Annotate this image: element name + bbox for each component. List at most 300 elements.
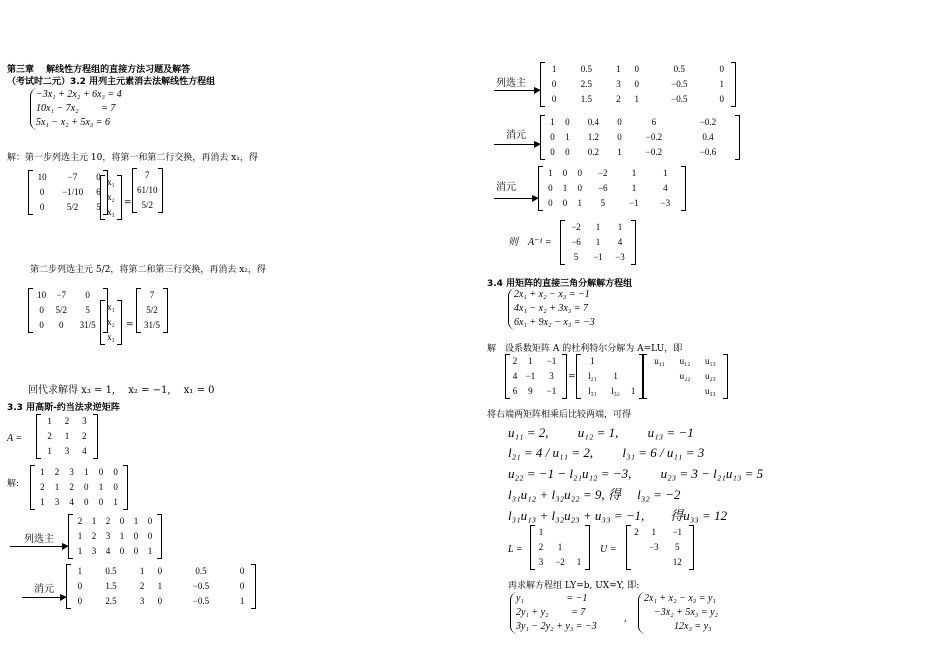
- matrix-row: [581, 384, 639, 399]
- matrix-cell: 0: [84, 497, 89, 507]
- matrix-cell: u₁₃: [704, 356, 716, 366]
- matrix-row: [41, 414, 93, 429]
- matrix-cell: −1/10: [62, 187, 84, 197]
- matrix-cell: l₂₁: [588, 371, 597, 381]
- L-label: L =: [508, 544, 523, 555]
- op-pivot-label-2: 列选主: [496, 78, 526, 89]
- matrix-cell: [631, 540, 642, 555]
- matrix-cell: −1: [525, 371, 536, 381]
- equation-line: 6x₁ + 9x₂ − x₃ = −3: [514, 317, 595, 328]
- matrix-cell: u₂₂: [679, 371, 691, 381]
- matrix-cell: 0: [77, 596, 83, 606]
- matrix-cell: 1: [617, 222, 623, 232]
- equation-system-2: [508, 288, 595, 330]
- op-eliminate-label-3: 消元: [496, 182, 516, 193]
- matrix-cell: [627, 354, 639, 369]
- matrix-row: [105, 330, 117, 345]
- matrix-cell: 0: [147, 516, 153, 526]
- matrix-cell: l₃₂: [611, 386, 620, 396]
- matrix-row: [141, 288, 163, 303]
- matrix-cell: 1.5: [105, 581, 117, 591]
- matrix-cell: −3: [660, 198, 671, 208]
- equation-system-X: [638, 592, 718, 634]
- matrix-row: [41, 429, 93, 444]
- matrix-cell: [647, 369, 672, 384]
- matrix-cell: 0.2: [587, 147, 600, 157]
- matrix-cell: [631, 555, 642, 570]
- matrix-row: [105, 300, 117, 315]
- matrix-cell: 1: [84, 467, 89, 477]
- equation-line: 10x₁ − 7x₂ = 7: [36, 103, 116, 114]
- matrix-cell: x₂: [107, 192, 115, 202]
- matrix-cell: −7: [56, 290, 67, 300]
- matrix-cell: 1: [557, 542, 563, 552]
- matrix-L: [530, 525, 590, 570]
- matrix-cell: −0.2: [645, 132, 663, 142]
- matrix-cell: 5/2: [66, 202, 79, 212]
- matrix-row: [545, 115, 735, 130]
- section-3-2-title: （考试时二元）3.2 用列主元素消去法解线性方程组: [7, 77, 216, 87]
- matrix-U: [626, 525, 694, 570]
- matrix-cell: 0: [119, 546, 125, 556]
- matrix-cell: −0.5: [192, 596, 210, 606]
- matrix-row: [647, 384, 723, 399]
- matrix-cell: 1: [77, 546, 83, 556]
- matrix-row: [73, 544, 157, 559]
- matrix-row: [33, 303, 103, 318]
- matrix-cell: 0.4: [587, 117, 600, 127]
- matrix-cell: 0: [85, 290, 90, 300]
- matrix-cell: 1: [551, 64, 557, 74]
- matrix-row: [105, 175, 117, 190]
- matrix-L-symbolic: [576, 354, 644, 399]
- matrix-cell: 0: [39, 305, 44, 315]
- matrix-cell: [647, 384, 672, 399]
- matrix-cell: 1: [634, 94, 640, 104]
- matrix-cell: 4: [82, 446, 87, 456]
- matrix-cell: 1.2: [587, 132, 600, 142]
- matrix-A: [36, 414, 98, 459]
- matrix-cell: 0: [39, 320, 44, 330]
- matrix-row: [647, 369, 723, 384]
- matrix-cell: 0: [562, 198, 568, 208]
- matrix-cell: 1: [54, 482, 60, 492]
- lu-intro-text: 解 设系数矩阵 A 的杜利特尔分解为 A=LU，即: [487, 344, 683, 354]
- matrix-row: [543, 181, 681, 196]
- matrix-cell: 5: [85, 305, 90, 315]
- matrix-cell: 3: [82, 416, 87, 426]
- matrix-cell: 1: [538, 527, 544, 537]
- matrix-row: [141, 318, 163, 333]
- matrix-cell: 2: [616, 94, 621, 104]
- matrix-cell: 1: [590, 356, 595, 366]
- inverse-label: 则 A⁻¹ =: [508, 237, 552, 248]
- matrix-cell: u₃₃: [704, 386, 716, 396]
- matrix-cell: [642, 555, 665, 570]
- matrix-cell: u₂₃: [704, 371, 716, 381]
- matrix-cell: x₁: [107, 302, 115, 312]
- matrix-row: [33, 288, 103, 303]
- right-arrow-icon: [494, 144, 540, 145]
- matrix-cell: 2: [91, 531, 97, 541]
- matrix-cell: 1: [40, 497, 45, 507]
- matrix-cell: [573, 540, 585, 555]
- matrix-cell: 3: [549, 371, 554, 381]
- matrix-cell: 1: [147, 546, 153, 556]
- matrix-cell: x₂: [107, 317, 115, 327]
- matrix-cell: 0: [562, 168, 568, 178]
- matrix-cell: 5: [573, 252, 579, 262]
- matrix-cell: 0.5: [580, 64, 592, 74]
- matrix-cell: 0: [548, 183, 553, 193]
- matrix-cell: 0: [551, 79, 557, 89]
- matrix-cell: 2: [512, 356, 518, 366]
- matrix-cell: 0.5: [195, 566, 207, 576]
- matrix-cell: 1: [663, 168, 668, 178]
- equals-sign: =: [126, 320, 134, 330]
- equation-line: −3x₂ + 5x₃ = y₂: [644, 607, 718, 618]
- matrix-row: [565, 235, 631, 250]
- U-label: U =: [600, 544, 617, 555]
- section-3-3-title: 3.3 用高斯-约当法求逆矩阵: [7, 403, 120, 413]
- matrix-row: [33, 200, 103, 215]
- matrix-cell: 4: [69, 497, 74, 507]
- matrix-cell: 4: [105, 546, 111, 556]
- matrix-cell: 1: [577, 198, 582, 208]
- x-vector-1: [100, 175, 122, 220]
- matrix-cell: 2: [105, 516, 111, 526]
- matrix-cell: −1: [593, 252, 603, 262]
- matrix-step1: [28, 170, 108, 215]
- matrix-cell: 3: [616, 79, 621, 89]
- matrix-row: [71, 594, 251, 609]
- matrix-cell: 0: [551, 94, 557, 104]
- matrix-row: [581, 354, 639, 369]
- matrix-cell: 0: [617, 132, 622, 142]
- augmented-matrix-0: [30, 465, 128, 510]
- matrix-row: [35, 465, 123, 480]
- matrix-cell: −0.5: [192, 581, 210, 591]
- matrix-step2: [28, 288, 108, 333]
- matrix-cell: 0: [157, 566, 163, 576]
- matrix-cell: u₁₂: [679, 356, 691, 366]
- matrix-cell: 3: [54, 497, 60, 507]
- matrix-cell: 2: [82, 431, 87, 441]
- matrix-cell: 6: [96, 187, 101, 197]
- matrix-cell: 2: [538, 542, 544, 552]
- chapter-title: 第三章 解线性方程组的直接方法习题及解答: [7, 65, 191, 75]
- matrix-row: [631, 525, 689, 540]
- matrix-cell: 0: [719, 64, 725, 74]
- matrix-cell: −3: [648, 542, 659, 552]
- matrix-row: [543, 166, 681, 181]
- matrix-cell: [672, 384, 697, 399]
- matrix-cell: 2.5: [580, 79, 592, 89]
- matrix-cell: 1: [562, 183, 568, 193]
- op-eliminate-label-2: 消元: [506, 130, 526, 141]
- matrix-cell: 0: [719, 94, 725, 104]
- matrix-cell: 0: [548, 198, 553, 208]
- matrix-row: [631, 555, 689, 570]
- matrix-row: [535, 540, 585, 555]
- matrix-row: [545, 77, 731, 92]
- back-substitution: 回代求解得 x₃ = 1, x₂ = −1, x₁ = 0: [28, 385, 215, 396]
- matrix-cell: 1: [77, 566, 83, 576]
- matrix-cell: 1: [631, 168, 637, 178]
- matrix-cell: 2: [64, 416, 70, 426]
- matrix-cell: 1: [565, 132, 570, 142]
- equation-line: 2x₁ + x₂ − x₃ = y₁: [644, 593, 716, 604]
- matrix-cell: 1: [77, 531, 83, 541]
- matrix-cell: 0: [239, 581, 245, 591]
- step2-text: 第二步列选主元 5/2，将第二和第三行交换，再消去 x₂，得: [30, 265, 266, 275]
- matrix-cell: 0: [113, 467, 118, 477]
- matrix-A-inverse: [560, 220, 636, 265]
- matrix-cell: 3: [538, 557, 544, 567]
- matrix-cell: 0: [550, 132, 555, 142]
- matrix-cell: 1: [613, 371, 618, 381]
- matrix-cell: 1: [576, 557, 582, 567]
- matrix-cell: 31/5: [79, 320, 96, 330]
- equation-line: 12x₃ = y₃: [644, 621, 712, 632]
- matrix-coefficients: [505, 354, 567, 399]
- matrix-row: [137, 198, 158, 213]
- matrix-row: [565, 250, 631, 265]
- augmented-matrix-1: [68, 514, 162, 559]
- matrix-row: [631, 540, 689, 555]
- matrix-cell: −1: [629, 198, 639, 208]
- matrix-row: [543, 196, 681, 211]
- matrix-U-symbolic: [642, 354, 728, 399]
- matrix-cell: −0.6: [699, 147, 717, 157]
- matrix-cell: 1: [98, 482, 104, 492]
- matrix-cell: 0: [39, 187, 45, 197]
- matrix-cell: 3: [91, 546, 97, 556]
- matrix-row: [71, 564, 251, 579]
- step1-text: 解：第一步列选主元 10，将第一和第二行交换，再消去 x₁，得: [7, 153, 258, 163]
- matrix-cell: 2: [139, 581, 145, 591]
- matrix-row: [73, 514, 157, 529]
- matrix-cell: 0: [84, 482, 89, 492]
- matrix-cell: 0: [147, 531, 153, 541]
- matrix-cell: [547, 525, 573, 540]
- op-eliminate-label: 消元: [34, 584, 54, 595]
- b-vector-2: [136, 288, 168, 333]
- matrix-cell: −0.5: [671, 79, 688, 89]
- matrix-cell: 1: [528, 356, 533, 366]
- matrix-cell: −7: [67, 172, 78, 182]
- matrix-cell: 2: [40, 482, 45, 492]
- matrix-cell: 0: [133, 546, 139, 556]
- matrix-cell: 5: [600, 198, 605, 208]
- equation-line: 4x₁ − x₂ + 3x₃ = 7: [514, 303, 588, 314]
- matrix-row: [41, 444, 93, 459]
- matrix-row: [581, 369, 639, 384]
- matrix-cell: 0.5: [673, 64, 685, 74]
- equation-line: 5x₁ − x₂ + 5x₃ = 6: [36, 117, 110, 128]
- matrix-cell: 0: [634, 64, 640, 74]
- matrix-cell: 2: [54, 467, 60, 477]
- matrix-cell: 1: [133, 516, 139, 526]
- matrix-cell: 1: [631, 183, 637, 193]
- matrix-cell: 1: [119, 531, 125, 541]
- matrix-row: [33, 185, 103, 200]
- matrix-cell: −1: [546, 386, 557, 396]
- equation-line: 2y₁ + y₂ = 7: [516, 607, 586, 618]
- matrix-cell: l₃₁: [588, 386, 597, 396]
- result-line-5: l₃₁u₁₃ + l₃₂u₂₃ + u₃₃ = −1, 得u₃₃ = 12: [508, 508, 728, 523]
- matrix-cell: 1: [548, 168, 553, 178]
- matrix-cell: 6: [651, 117, 657, 127]
- matrix-cell: 1: [719, 79, 725, 89]
- matrix-cell: 10: [37, 290, 47, 300]
- matrix-cell: −0.2: [699, 117, 717, 127]
- matrix-cell: [573, 525, 585, 540]
- equation-line: 3y₁ − 2y₂ + y₃ = −3: [516, 621, 597, 632]
- equation-system-Y: [510, 592, 597, 634]
- matrix-cell: 0: [133, 531, 139, 541]
- matrix-row: [535, 555, 585, 570]
- equation-line: y₁ = −1: [516, 593, 588, 604]
- matrix-cell: 2: [47, 431, 52, 441]
- equation-line: 2x₁ + x₂ − x₃ = −1: [514, 289, 590, 300]
- matrix-cell: 5/2: [146, 305, 158, 315]
- b-vector-1: [132, 168, 163, 213]
- matrix-row: [545, 62, 731, 77]
- matrix-cell: 1: [617, 147, 622, 157]
- matrix-cell: 0: [119, 516, 125, 526]
- matrix-row: [33, 170, 103, 185]
- matrix-cell: 1: [40, 467, 45, 477]
- matrix-cell: 0: [98, 497, 104, 507]
- matrix-row: [35, 480, 123, 495]
- equation-system-1: [30, 88, 122, 130]
- matrix-row: [545, 92, 731, 107]
- A-label: A =: [7, 433, 23, 444]
- section-3-4-title: 3.4 用矩阵的直接三角分解解方程组: [487, 279, 633, 289]
- matrix-cell: 3: [105, 531, 111, 541]
- matrix-row: [73, 529, 157, 544]
- matrix-row: [105, 205, 117, 220]
- matrix-row: [35, 495, 123, 510]
- matrix-cell: 0: [96, 172, 101, 182]
- matrix-cell: 1: [113, 497, 118, 507]
- matrix-row: [137, 168, 158, 183]
- comma-separator: ,: [624, 614, 627, 624]
- matrix-row: [647, 354, 723, 369]
- matrix-cell: 3: [69, 467, 74, 477]
- matrix-row: [510, 384, 562, 399]
- matrix-cell: 2: [69, 482, 74, 492]
- right-arrow-icon: [494, 90, 540, 91]
- matrix-cell: u₁₁: [654, 356, 666, 366]
- matrix-cell: 9: [528, 386, 533, 396]
- matrix-cell: 1.5: [580, 94, 592, 104]
- matrix-row: [137, 183, 158, 198]
- matrix-cell: 1: [550, 117, 555, 127]
- matrix-row: [141, 303, 163, 318]
- matrix-cell: 5/2: [141, 200, 154, 210]
- matrix-cell: 31/5: [143, 320, 160, 330]
- result-line-1: u₁₁ = 2, u₁₂ = 1, u₁₃ = −1: [508, 425, 694, 440]
- matrix-cell: −6: [597, 183, 608, 193]
- matrix-cell: 4: [512, 371, 518, 381]
- matrix-row: [33, 318, 103, 333]
- equals-sign: =: [568, 372, 576, 382]
- matrix-cell: x₃: [107, 207, 115, 217]
- matrix-cell: −2: [571, 222, 581, 232]
- right-arrow-icon: [494, 198, 538, 199]
- result-line-2: l₂₁ = 4 / u₁₁ = 2, l₃₁ = 6 / u₁₁ = 3: [508, 445, 705, 460]
- matrix-cell: 0: [565, 117, 570, 127]
- matrix-cell: 7: [145, 170, 150, 180]
- matrix-row: [565, 220, 631, 235]
- matrix-cell: −2: [597, 168, 608, 178]
- augmented-matrix-2: [66, 564, 256, 609]
- matrix-cell: 2.5: [105, 596, 117, 606]
- matrix-cell: 2: [634, 527, 639, 537]
- augmented-matrix-4: [540, 115, 740, 160]
- matrix-cell: 0: [577, 168, 582, 178]
- matrix-cell: [604, 354, 627, 369]
- matrix-cell: 0: [98, 467, 104, 477]
- matrix-cell: −0.5: [671, 94, 688, 104]
- matrix-cell: 7: [149, 290, 155, 300]
- matrix-row: [71, 579, 251, 594]
- matrix-cell: 3: [139, 596, 145, 606]
- equals-sign: =: [124, 198, 132, 208]
- matrix-row: [105, 190, 117, 205]
- matrix-cell: 1: [91, 516, 97, 526]
- matrix-cell: 1: [239, 596, 245, 606]
- matrix-cell: −2: [555, 557, 565, 567]
- result-line-4: l₃₁u₁₂ + l₃₂u₂₂ = 9, 得 l₃₂ = −2: [508, 487, 681, 502]
- matrix-cell: −3: [615, 252, 625, 262]
- matrix-cell: 1: [651, 527, 657, 537]
- matrix-cell: 0: [157, 596, 163, 606]
- matrix-cell: 1: [595, 237, 601, 247]
- matrix-cell: 61/10: [137, 185, 158, 195]
- op-pivot-label: 列选主: [24, 534, 54, 545]
- augmented-matrix-5: [538, 166, 686, 211]
- solve-text: 再求解方程组 LY=b, UX=Y, 即:: [508, 581, 640, 591]
- matrix-cell: 1: [47, 416, 52, 426]
- matrix-cell: −6: [571, 237, 581, 247]
- matrix-cell: 4: [617, 237, 623, 247]
- matrix-cell: 10: [37, 172, 47, 182]
- result-line-3: u₂₂ = −1 − l₂₁u₁₂ = −3, u₂₃ = 3 − l₂₁u₁₃ = 5: [508, 466, 764, 481]
- matrix-cell: 1: [157, 581, 163, 591]
- right-arrow-icon: [10, 546, 68, 547]
- matrix-cell: 0: [565, 147, 570, 157]
- matrix-row: [545, 130, 735, 145]
- matrix-cell: 4: [663, 183, 668, 193]
- matrix-cell: −1: [672, 527, 683, 537]
- matrix-cell: 5: [675, 542, 680, 552]
- matrix-cell: −1: [546, 356, 557, 366]
- matrix-cell: 0: [634, 79, 640, 89]
- matrix-cell: 3: [64, 446, 70, 456]
- matrix-cell: 0: [550, 147, 555, 157]
- matrix-cell: 0: [239, 566, 245, 576]
- x-vector-2: [100, 300, 122, 345]
- matrix-cell: 0.4: [702, 132, 714, 142]
- equation-line: −3x₁ + 2x₂ + 6x₃ = 4: [36, 89, 122, 100]
- matrix-cell: 0: [577, 183, 582, 193]
- matrix-cell: 5/2: [55, 305, 68, 315]
- matrix-cell: 5: [96, 202, 101, 212]
- matrix-row: [510, 369, 562, 384]
